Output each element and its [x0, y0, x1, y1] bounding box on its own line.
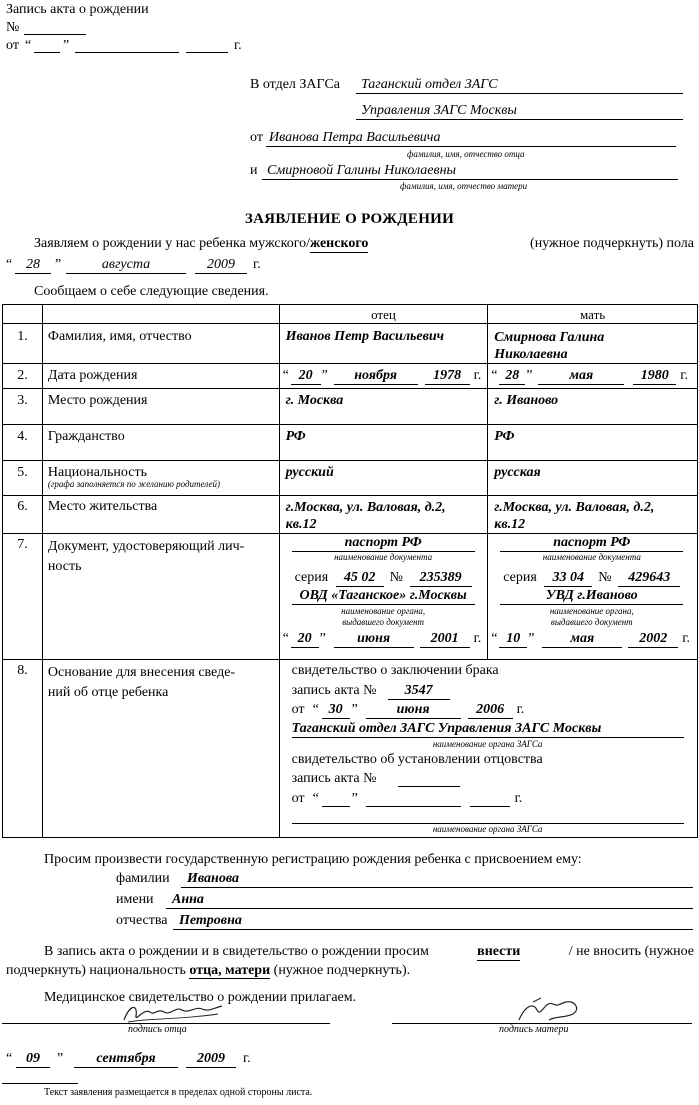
mother-doc-issuer: УВД г.Иваново: [500, 588, 683, 605]
registration-request: Просим произвести государственную регистрацию рождения ребенка с присвоением ему:: [44, 852, 582, 867]
mother-doc-number: 429643: [618, 570, 680, 587]
marriage-act-number: 3547: [388, 683, 450, 700]
act-date-quote-open: “: [25, 38, 32, 53]
father-birth-month: ноября: [334, 368, 418, 385]
table-row: [3, 660, 698, 838]
marriage-certificate-label: свидетельство о заключении брака: [291, 663, 499, 678]
mother-birth-month: мая: [538, 368, 624, 385]
row-number: 6.: [3, 496, 43, 534]
footnote: Текст заявления размещается в пределах одной стороны листа.: [44, 1087, 313, 1098]
issuer-caption1: наименование органа,: [549, 606, 634, 616]
father-residence-line1: г.Москва, ул. Валовая, д.2,: [285, 500, 446, 515]
father-doc-type: паспорт РФ: [292, 535, 475, 552]
birth-date-quote-open: “: [6, 257, 13, 272]
applicant-table: [2, 304, 698, 838]
father-citizenship: РФ: [279, 425, 488, 461]
mother-birth-day: 28: [499, 368, 525, 385]
row-label-cell: [42, 660, 279, 838]
mother-signature-caption: подпись матери: [499, 1024, 569, 1035]
table-row: [3, 496, 698, 534]
application-month: сентября: [74, 1051, 178, 1068]
row-label-line1: Основание для внесения сведе-: [47, 665, 236, 680]
act-record-label: Запись акта о рождении: [6, 2, 149, 17]
row-label: Национальность: [47, 465, 147, 480]
father-birth-place: г. Москва: [279, 389, 488, 425]
quote-close: ”: [526, 368, 533, 383]
mother-name-line1: Смирнова Галина: [494, 330, 605, 345]
act-record-label: запись акта №: [291, 771, 377, 786]
paternity-certificate-label: свидетельство об установлении отцовства: [291, 752, 543, 767]
column-header-father: отец: [279, 305, 488, 324]
mother-nationality: русская: [488, 461, 698, 496]
name-label: имени: [116, 892, 154, 907]
father-name-caption: фамилия, имя, отчество отца: [407, 149, 525, 159]
row-label-line2: ность: [47, 559, 82, 574]
table-row: [3, 425, 698, 461]
and-label: и: [250, 163, 258, 178]
doc-type-caption: наименование документа: [334, 552, 433, 562]
column-header-mother: мать: [488, 305, 698, 324]
issuer-caption2: выдавшего документ: [550, 617, 633, 627]
father-doc-year: 2001: [420, 631, 470, 648]
quote-open: “: [491, 368, 498, 383]
child-birth-year-suffix: г.: [253, 257, 261, 272]
paternity-day-line: [322, 806, 350, 807]
zags-office-line1: Таганский отдел ЗАГС: [356, 77, 683, 94]
footnote-divider: [2, 1083, 78, 1084]
year-suffix: г.: [682, 631, 690, 646]
row-label-cell: [42, 461, 279, 496]
paternity-year-line: [470, 806, 510, 807]
table-row: [3, 389, 698, 425]
surname-label: фамилии: [116, 871, 170, 886]
issuer-caption1: наименование органа,: [341, 606, 426, 616]
mother-residence-line2: кв.12: [494, 517, 526, 532]
nationality-option-selected: внести: [477, 944, 521, 959]
zags-office-line2: Управления ЗАГС Москвы: [356, 103, 683, 120]
father-signature-caption: подпись отца: [128, 1024, 187, 1035]
row-label: Дата рождения: [42, 364, 279, 389]
father-nationality: русский: [279, 461, 488, 496]
year-suffix: г.: [473, 631, 482, 646]
medical-certificate-note: Медицинское свидетельство о рождении прилагаем.: [44, 990, 357, 1005]
marriage-act-year: 2006: [468, 702, 513, 719]
mother-residence-line1: г.Москва, ул. Валовая, д.2,: [494, 500, 655, 515]
act-date-year-line: [186, 52, 228, 53]
child-birth-month: августа: [66, 257, 186, 274]
mother-doc-type: паспорт РФ: [500, 535, 683, 552]
marriage-registry-office: Таганский отдел ЗАГС Управления ЗАГС Москвы: [292, 721, 684, 738]
act-date-quote-close: ”: [63, 38, 70, 53]
act-date-day-line: [34, 52, 60, 53]
row-number: 4.: [3, 425, 43, 461]
quote-close: ”: [351, 702, 358, 717]
row-number: 3.: [3, 389, 43, 425]
child-surname: Иванова: [181, 871, 693, 888]
mother-name-caption: фамилия, имя, отчество матери: [400, 181, 528, 191]
year-suffix: г.: [680, 368, 688, 383]
table-row: [3, 324, 698, 364]
father-doc-number: 235389: [410, 570, 472, 587]
series-label: серия: [294, 570, 329, 585]
child-name: Анна: [166, 892, 693, 909]
gender-selected: женского: [310, 236, 369, 251]
table-row: [3, 461, 698, 496]
row-label: Место жительства: [42, 496, 279, 534]
header-label-cell: [42, 305, 279, 324]
marriage-act-month: июня: [366, 702, 461, 719]
nationality-text-before: В запись акта о рождении и в свидетельство о рождении просим: [44, 944, 429, 959]
father-basis-cell: [279, 660, 697, 838]
mother-full-name-cell: [488, 324, 698, 364]
row-label-line2: ний об отце ребенка: [47, 685, 169, 700]
office-caption: наименование органа ЗАГСа: [432, 739, 543, 749]
quote-open: “: [312, 702, 319, 717]
patronymic-label: отчества: [116, 913, 168, 928]
father-full-name-cell: Иванов Петр Васильевич: [279, 324, 488, 364]
father-residence: [279, 496, 488, 534]
row-label-cell: [42, 534, 279, 660]
mother-doc-day: 10: [499, 631, 527, 648]
mother-doc-year: 2002: [628, 631, 678, 648]
quote-close: ”: [319, 631, 326, 646]
father-doc-day: 20: [291, 631, 319, 648]
series-label: серия: [503, 570, 537, 585]
to-zags-label: В отдел ЗАГСа: [250, 77, 340, 92]
application-day: 09: [16, 1051, 50, 1068]
intro-text-after: (нужное подчеркнуть) пола: [530, 236, 694, 251]
from-label: от: [291, 702, 305, 717]
row-label-line1: Документ, удостоверяющий лич-: [47, 539, 245, 554]
row-note: (графа заполняется по желанию родителей): [47, 479, 220, 489]
nationality-parents-selected: отца, матери: [189, 963, 271, 978]
act-number-line: [24, 34, 86, 35]
from-label: от: [250, 130, 263, 145]
mother-birth-place: г. Иваново: [488, 389, 698, 425]
mother-doc-series: 33 04: [544, 570, 592, 587]
from-label: от: [291, 791, 305, 806]
father-doc-series: 45 02: [336, 570, 384, 587]
year-suffix: г.: [514, 791, 523, 806]
application-year-suffix: г.: [243, 1051, 251, 1066]
row-label: Место рождения: [42, 389, 279, 425]
act-record-label: запись акта №: [291, 683, 377, 698]
date-quote-open: “: [6, 1051, 13, 1066]
nationality-line1: [44, 944, 694, 961]
child-patronymic: Петровна: [173, 913, 693, 930]
act-date-year-suffix: г.: [234, 38, 242, 53]
father-birth-day: 20: [291, 368, 321, 385]
application-year: 2009: [186, 1051, 236, 1068]
quote-close: ”: [528, 631, 535, 646]
father-birth-year: 1978: [425, 368, 470, 385]
mother-name-line2: Николаевна: [494, 347, 568, 362]
birth-date-quote-close: ”: [55, 257, 62, 272]
nationality-text-after: / не вносить (нужное: [568, 944, 694, 959]
row-number: 5.: [3, 461, 43, 496]
number-label: №: [389, 570, 403, 585]
number-label: №: [598, 570, 612, 585]
row-number: 1.: [3, 324, 43, 364]
mother-full-name: Смирновой Галины Николаевны: [262, 163, 678, 180]
quote-open: “: [312, 791, 319, 806]
mother-residence: [488, 496, 698, 534]
quote-open: “: [282, 631, 289, 646]
info-line: Сообщаем о себе следующие сведения.: [34, 284, 269, 299]
mother-birth-year: 1980: [633, 368, 676, 385]
father-residence-line2: кв.12: [285, 517, 317, 532]
quote-open: “: [491, 631, 498, 646]
paternity-month-line: [366, 806, 461, 807]
mother-citizenship: РФ: [488, 425, 698, 461]
father-doc-issuer: ОВД «Таганское» г.Москвы: [292, 588, 475, 605]
year-suffix: г.: [516, 702, 525, 717]
mother-doc-month: мая: [542, 631, 622, 648]
marriage-act-day: 30: [322, 702, 350, 719]
child-birth-day: 28: [15, 257, 51, 274]
row-number: 8.: [3, 660, 43, 838]
quote-open: “: [282, 368, 289, 383]
quote-close: ”: [351, 791, 358, 806]
child-birth-year: 2009: [195, 257, 247, 274]
nationality-line2: [6, 963, 410, 979]
paternity-act-number-line: [398, 786, 460, 787]
act-date-month-line: [75, 52, 179, 53]
row-label: Фамилия, имя, отчество: [42, 324, 279, 364]
row-number: 2.: [3, 364, 43, 389]
year-suffix: г.: [473, 368, 482, 383]
issuer-caption2: выдавшего документ: [342, 617, 424, 627]
act-date-from-label: от: [6, 38, 19, 53]
date-quote-close: ”: [57, 1051, 64, 1066]
father-full-name: Иванова Петра Васильевича: [266, 130, 676, 147]
father-birth-date-cell: [279, 364, 488, 389]
nationality-line2-after: (нужное подчеркнуть).: [273, 963, 411, 978]
header-num-cell: [3, 305, 43, 324]
doc-type-caption: наименование документа: [542, 552, 641, 562]
act-number-label: №: [6, 20, 20, 35]
mother-birth-date-cell: [488, 364, 698, 389]
page-title: ЗАЯВЛЕНИЕ О РОЖДЕНИИ: [244, 211, 455, 227]
mother-id-document: [488, 534, 698, 660]
intro-text-before: Заявляем о рождении у нас ребенка мужского/: [34, 236, 310, 251]
row-number: 7.: [3, 534, 43, 660]
office-caption: наименование органа ЗАГСа: [432, 824, 543, 834]
row-label: Гражданство: [42, 425, 279, 461]
table-row: [3, 534, 698, 660]
quote-close: ”: [321, 368, 328, 383]
mother-signature: [515, 996, 585, 1026]
father-id-document: [279, 534, 488, 660]
table-row: [3, 364, 698, 389]
intro-line: [34, 236, 694, 253]
father-doc-month: июня: [334, 631, 414, 648]
nationality-line2-before: подчеркнуть) национальность: [6, 963, 186, 978]
